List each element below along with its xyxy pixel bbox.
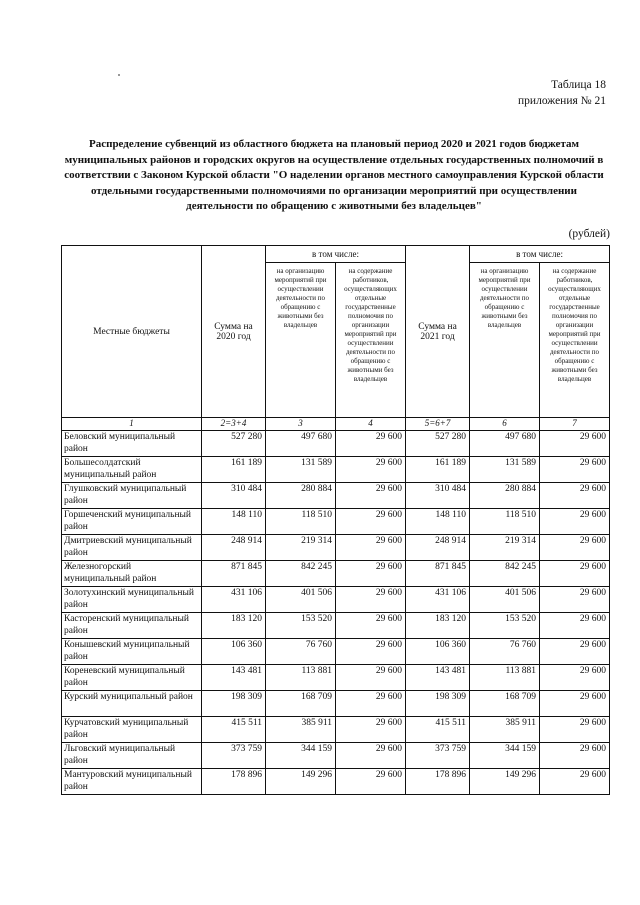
amount-cell: 29 600 [336, 769, 406, 795]
column-number: 1 [62, 418, 202, 431]
amount-cell: 118 510 [266, 509, 336, 535]
table-row [62, 587, 610, 613]
amount-cell: 29 600 [540, 639, 610, 665]
document-title: Распределение субвенций из областного бюджета на плановый период 2020 и 2021 годов бюджетам муниципальных районов и городских округов на осуществление отдельных государственных полномочий в соответствии с Законом Курской области "О наделении органов местного самоуправления Курской области отдельными государственными полномочиями по организации мероприятий при осуществлении деятельности по обращению с животными без владельцев" [64, 138, 604, 212]
amount-cell: 527 280 [406, 431, 470, 457]
table-row [62, 743, 610, 769]
amount-cell: 219 314 [266, 535, 336, 561]
table-reference [518, 77, 606, 109]
amount-cell: 29 600 [336, 483, 406, 509]
amount-cell: 106 360 [202, 639, 266, 665]
amount-cell: 29 600 [336, 509, 406, 535]
amount-cell: 248 914 [406, 535, 470, 561]
budget-name-cell: Касторенский муниципальный район [62, 613, 202, 639]
budget-name-cell: Курский муниципальный район [62, 691, 202, 717]
amount-cell: 183 120 [406, 613, 470, 639]
budget-name-cell: Беловский муниципальный район [62, 431, 202, 457]
col-header-including-2021: в том числе: [470, 246, 610, 263]
amount-cell: 106 360 [406, 639, 470, 665]
amount-cell: 219 314 [470, 535, 540, 561]
amount-cell: 431 106 [202, 587, 266, 613]
table-row [62, 717, 610, 743]
amount-cell: 871 845 [406, 561, 470, 587]
amount-cell: 401 506 [470, 587, 540, 613]
amount-cell: 401 506 [266, 587, 336, 613]
amount-cell: 29 600 [540, 743, 610, 769]
amount-cell: 29 600 [540, 509, 610, 535]
amount-cell: 153 520 [470, 613, 540, 639]
table-number: Таблица 18 [551, 79, 606, 91]
amount-cell: 168 709 [266, 691, 336, 717]
amount-cell: 415 511 [202, 717, 266, 743]
col-header-sum-2021: Сумма на 2021 год [406, 246, 470, 418]
table-row [62, 509, 610, 535]
amount-cell: 178 896 [406, 769, 470, 795]
scan-speck [118, 74, 120, 76]
amount-cell: 198 309 [202, 691, 266, 717]
amount-cell: 148 110 [406, 509, 470, 535]
amount-cell: 29 600 [540, 587, 610, 613]
budget-name-cell: Мантуровский муниципальный район [62, 769, 202, 795]
amount-cell: 497 680 [470, 431, 540, 457]
amount-cell: 149 296 [470, 769, 540, 795]
budget-name-cell: Курчатовский муниципальный район [62, 717, 202, 743]
amount-cell: 344 159 [470, 743, 540, 769]
amount-cell: 527 280 [202, 431, 266, 457]
col-header-events-2020: на организацию мероприятий при осуществлении деятельности по обращению с животными без владельцев [266, 263, 336, 418]
amount-cell: 118 510 [470, 509, 540, 535]
column-number-row [62, 418, 610, 431]
budget-name-cell: Конышевский муниципальный район [62, 639, 202, 665]
table-row [62, 483, 610, 509]
amount-cell: 310 484 [406, 483, 470, 509]
amount-cell: 161 189 [202, 457, 266, 483]
budget-name-cell: Большесолдатский муниципальный район [62, 457, 202, 483]
amount-cell: 871 845 [202, 561, 266, 587]
amount-cell: 198 309 [406, 691, 470, 717]
col-header-events-2021: на организацию мероприятий при осуществлении деятельности по обращению с животными без владельцев [470, 263, 540, 418]
amount-cell: 29 600 [336, 535, 406, 561]
amount-cell: 149 296 [266, 769, 336, 795]
table-row [62, 431, 610, 457]
amount-cell: 431 106 [406, 587, 470, 613]
column-number: 6 [470, 418, 540, 431]
amount-cell: 842 245 [470, 561, 540, 587]
budget-name-cell: Льговский муниципальный район [62, 743, 202, 769]
amount-cell: 161 189 [406, 457, 470, 483]
amount-cell: 143 481 [406, 665, 470, 691]
amount-cell: 29 600 [336, 743, 406, 769]
amount-cell: 153 520 [266, 613, 336, 639]
amount-cell: 29 600 [540, 457, 610, 483]
amount-cell: 842 245 [266, 561, 336, 587]
table-row [62, 457, 610, 483]
budget-name-cell: Глушковский муниципальный район [62, 483, 202, 509]
amount-cell: 29 600 [540, 717, 610, 743]
col-header-local-budgets: Местные бюджеты [62, 246, 202, 418]
amount-cell: 29 600 [540, 613, 610, 639]
amount-cell: 29 600 [336, 613, 406, 639]
amount-cell: 29 600 [336, 457, 406, 483]
amount-cell: 148 110 [202, 509, 266, 535]
amount-cell: 29 600 [540, 769, 610, 795]
amount-cell: 29 600 [336, 691, 406, 717]
amount-cell: 29 600 [336, 561, 406, 587]
amount-cell: 29 600 [540, 431, 610, 457]
amount-cell: 143 481 [202, 665, 266, 691]
column-number: 7 [540, 418, 610, 431]
amount-cell: 415 511 [406, 717, 470, 743]
col-header-including-2020: в том числе: [266, 246, 406, 263]
budget-name-cell: Золотухинский муниципальный район [62, 587, 202, 613]
amount-cell: 131 589 [266, 457, 336, 483]
amount-cell: 248 914 [202, 535, 266, 561]
table-row [62, 691, 610, 717]
col-header-staff-2020: на содержание работников, осуществляющих отдельные государственные полномочия по организации мероприятий при осуществлении деятельности по обращению с животными без владельцев [336, 263, 406, 418]
table-row [62, 769, 610, 795]
subsidy-table [61, 245, 610, 795]
amount-cell: 76 760 [266, 639, 336, 665]
amount-cell: 373 759 [406, 743, 470, 769]
amount-cell: 29 600 [540, 691, 610, 717]
amount-cell: 310 484 [202, 483, 266, 509]
column-number: 5=6+7 [406, 418, 470, 431]
col-header-sum-2020: Сумма на 2020 год [202, 246, 266, 418]
table-row [62, 535, 610, 561]
amount-cell: 168 709 [470, 691, 540, 717]
amount-cell: 344 159 [266, 743, 336, 769]
col-header-staff-2021: на содержание работников, осуществляющих отдельные государственные полномочия по организации мероприятий при осуществлении деятельности по обращению с животными без владельцев [540, 263, 610, 418]
budget-name-cell: Кореневский муниципальный район [62, 665, 202, 691]
column-number: 3 [266, 418, 336, 431]
amount-cell: 113 881 [266, 665, 336, 691]
amount-cell: 29 600 [540, 665, 610, 691]
table-row [62, 665, 610, 691]
amount-cell: 29 600 [540, 535, 610, 561]
amount-cell: 497 680 [266, 431, 336, 457]
table-row [62, 561, 610, 587]
units-label: (рублей) [568, 228, 610, 240]
amount-cell: 29 600 [336, 431, 406, 457]
amount-cell: 29 600 [336, 587, 406, 613]
amount-cell: 385 911 [470, 717, 540, 743]
amount-cell: 131 589 [470, 457, 540, 483]
appendix-number: приложения № 21 [518, 95, 606, 107]
amount-cell: 373 759 [202, 743, 266, 769]
table-row [62, 639, 610, 665]
table-row [62, 613, 610, 639]
amount-cell: 76 760 [470, 639, 540, 665]
amount-cell: 385 911 [266, 717, 336, 743]
amount-cell: 29 600 [540, 561, 610, 587]
amount-cell: 29 600 [336, 665, 406, 691]
amount-cell: 29 600 [540, 483, 610, 509]
amount-cell: 183 120 [202, 613, 266, 639]
amount-cell: 29 600 [336, 717, 406, 743]
amount-cell: 280 884 [266, 483, 336, 509]
amount-cell: 280 884 [470, 483, 540, 509]
budget-name-cell: Горшеченский муниципальный район [62, 509, 202, 535]
amount-cell: 178 896 [202, 769, 266, 795]
budget-name-cell: Дмитриевский муниципальный район [62, 535, 202, 561]
column-number: 2=3+4 [202, 418, 266, 431]
column-number: 4 [336, 418, 406, 431]
amount-cell: 113 881 [470, 665, 540, 691]
amount-cell: 29 600 [336, 639, 406, 665]
budget-name-cell: Железногорский муниципальный район [62, 561, 202, 587]
